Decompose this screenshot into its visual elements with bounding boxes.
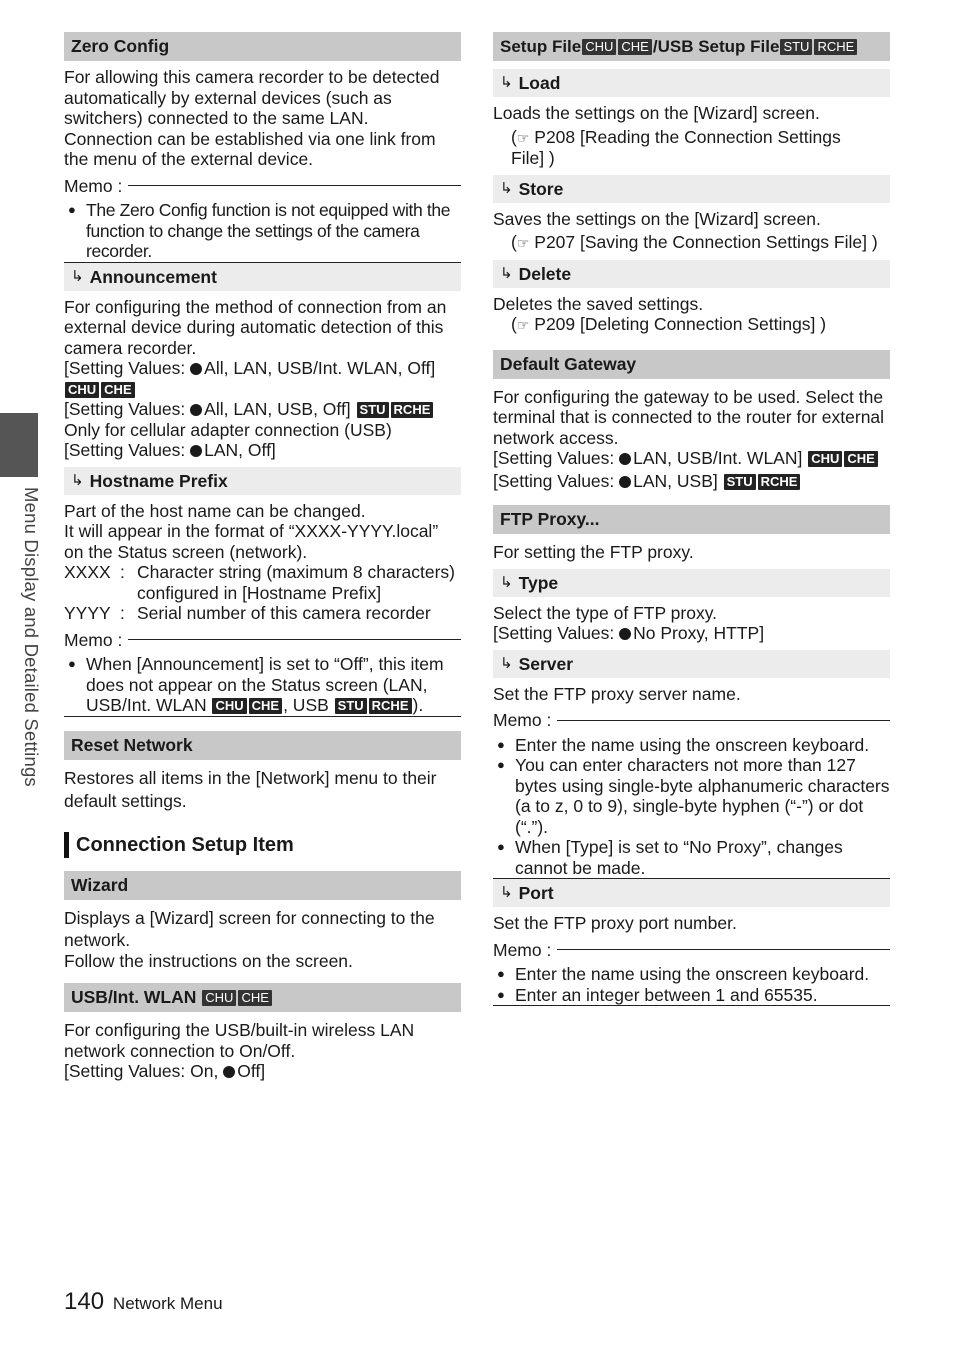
memo-item: ● When [Type] is set to “No Proxy”, changes cannot be made. <box>493 837 890 878</box>
submenu-arrow-icon: ↳ <box>500 179 513 197</box>
port-heading: ↳ Port <box>493 879 890 907</box>
footer-label: Network Menu <box>112 1294 223 1313</box>
memo-label: Memo : <box>493 940 890 961</box>
memo-item: ● You can enter characters not more than 127 bytes using single-byte alphanumeric characters (a to z, 0 to 9), single-byte hyphen (“-”) or dot (“.”). <box>493 755 890 837</box>
wizard-heading: Wizard <box>64 871 461 900</box>
wizard-body: Displays a [Wizard] screen for connecting to the network. Follow the instructions on the screen. <box>64 907 435 971</box>
submenu-arrow-icon: ↳ <box>500 654 513 672</box>
che-badge: CHE <box>238 990 271 1006</box>
type-heading: ↳ Type <box>493 569 890 597</box>
rche-badge: RCHE <box>369 698 412 714</box>
default-marker-icon <box>619 453 631 465</box>
definition-row: XXXX : Character string (maximum 8 characters) configured in [Hostname Prefix] <box>64 562 455 603</box>
memo-list <box>64 654 461 717</box>
delete-heading: ↳ Delete <box>493 260 890 288</box>
default-gateway-body: For configuring the gateway to be used. Select the terminal that is connected to the router for external network access. [Setting Values: LAN, USB/Int. WLAN] CHU CHE [Setting Values: LAN, USB] STU RCHE <box>493 386 885 491</box>
submenu-arrow-icon: ↳ <box>500 573 513 591</box>
memo-list <box>493 964 890 1006</box>
ftp-proxy-heading: FTP Proxy... <box>493 505 890 534</box>
memo-list <box>493 735 890 880</box>
reference-icon: ☞ <box>516 235 530 251</box>
announcement-body: For configuring the method of connection from an external device during automatic detection of this camera recorder. [Setting Values: All, LAN, USB/Int. WLAN, Off] CHU CHE [Setting Values: All, LAN, USB, Off] STU RCHE Only for cellular adapter connection (USB) [Setting Values: LAN, Off] <box>64 296 447 460</box>
memo-item: ● Enter the name using the onscreen keyboard. <box>493 964 890 985</box>
reference-icon: ☞ <box>516 317 530 333</box>
che-badge: CHE <box>101 382 134 398</box>
definition-row: YYYY : Serial number of this camera recorder <box>64 603 431 623</box>
store-heading: ↳ Store <box>493 175 890 203</box>
connection-setup-title: Connection Setup Item <box>64 832 461 858</box>
chu-badge: CHU <box>808 451 842 467</box>
submenu-arrow-icon: ↳ <box>500 884 513 901</box>
rche-badge: RCHE <box>814 39 857 55</box>
rche-badge: RCHE <box>758 474 801 490</box>
hostname-prefix-body: Part of the host name can be changed. It will appear in the format of “XXXX-YYYY.local” on the Status screen (network). XXXX : Character string (maximum 8 characters) configured in [Hostname Prefix] YYYY : Serial number of this camera recorder <box>64 501 461 624</box>
default-marker-icon <box>619 628 631 640</box>
zero-config-heading: Zero Config <box>64 32 461 61</box>
rche-badge: RCHE <box>391 402 434 418</box>
type-body: Select the type of FTP proxy. [Setting Values: No Proxy, HTTP] <box>493 602 765 643</box>
che-badge: CHE <box>249 698 282 714</box>
reset-network-heading: Reset Network <box>64 731 461 760</box>
submenu-arrow-icon: ↳ <box>500 264 513 282</box>
default-marker-icon <box>190 445 202 457</box>
stu-badge: STU <box>357 402 389 418</box>
ftp-proxy-body: For setting the FTP proxy. <box>493 542 694 562</box>
default-marker-icon <box>190 363 202 375</box>
load-body: Loads the settings on the [Wizard] screen. (☞ P208 [Reading the Connection Settings File] ) <box>493 103 841 168</box>
default-gateway-heading: Default Gateway <box>493 350 890 379</box>
chu-badge: CHU <box>65 382 99 398</box>
setup-file-heading: Setup File CHU CHE /USB Setup File STU RCHE <box>493 32 890 61</box>
page-number: 140 <box>64 1288 105 1315</box>
reset-network-body: Restores all items in the [Network] menu to their default settings. <box>64 767 437 811</box>
stu-badge: STU <box>724 474 756 490</box>
stu-badge: STU <box>780 39 812 55</box>
left-column <box>64 32 461 1088</box>
load-heading: ↳ Load <box>493 69 890 97</box>
hostname-prefix-heading: ↳ Hostname Prefix <box>64 467 461 495</box>
memo-label: Memo : <box>64 176 461 197</box>
default-marker-icon <box>223 1066 235 1078</box>
memo-item: ● Enter an integer between 1 and 65535. <box>493 985 890 1006</box>
chu-badge: CHU <box>202 990 236 1006</box>
server-heading: ↳ Server <box>493 650 890 678</box>
che-badge: CHE <box>618 39 651 55</box>
memo-item: ● Enter the name using the onscreen keyboard. <box>493 735 890 756</box>
submenu-arrow-icon: ↳ <box>500 74 513 91</box>
store-body: Saves the settings on the [Wizard] screen. (☞ P207 [Saving the Connection Settings File] ) <box>493 208 878 252</box>
chu-badge: CHU <box>212 698 246 714</box>
default-marker-icon <box>190 404 202 416</box>
memo-list <box>64 200 461 263</box>
stu-badge: STU <box>335 698 367 714</box>
submenu-arrow-icon: ↳ <box>71 471 84 489</box>
memo-label: Memo : <box>493 710 890 731</box>
announcement-heading: ↳ Announcement <box>64 263 461 291</box>
right-column <box>493 32 890 1006</box>
page-footer <box>64 1288 223 1315</box>
delete-body: Deletes the saved settings. (☞ P209 [Deleting Connection Settings] ) <box>493 293 827 334</box>
memo-item: ● When [Announcement] is set to “Off”, this item does not appear on the Status screen (LAN, USB/Int. WLAN CHU CHE , USB STU RCHE ). <box>64 654 461 716</box>
memo-label: Memo : <box>64 630 461 651</box>
memo-item: ● The Zero Config function is not equipped with the function to change the settings of the camera recorder. <box>64 200 461 262</box>
submenu-arrow-icon: ↳ <box>71 267 84 285</box>
default-marker-icon <box>619 476 631 488</box>
server-body: Set the FTP proxy server name. <box>493 683 741 704</box>
usb-wlan-body: For configuring the USB/built-in wireless LAN network connection to On/Off. [Setting Values: On, Off] <box>64 1020 415 1081</box>
side-section-label: Menu Display and Detailed Settings <box>21 487 42 787</box>
chu-badge: CHU <box>582 39 616 55</box>
usb-wlan-heading: USB/Int. WLAN CHU CHE <box>64 983 461 1012</box>
zero-config-body: For allowing this camera recorder to be detected automatically by external devices (such as switchers) connected to the same LAN. Connection can be established via one link from the menu of the external device. <box>64 67 440 169</box>
port-body: Set the FTP proxy port number. <box>493 913 737 933</box>
side-tab-marker <box>0 413 38 477</box>
che-badge: CHE <box>844 451 877 467</box>
reference-icon: ☞ <box>516 129 530 146</box>
